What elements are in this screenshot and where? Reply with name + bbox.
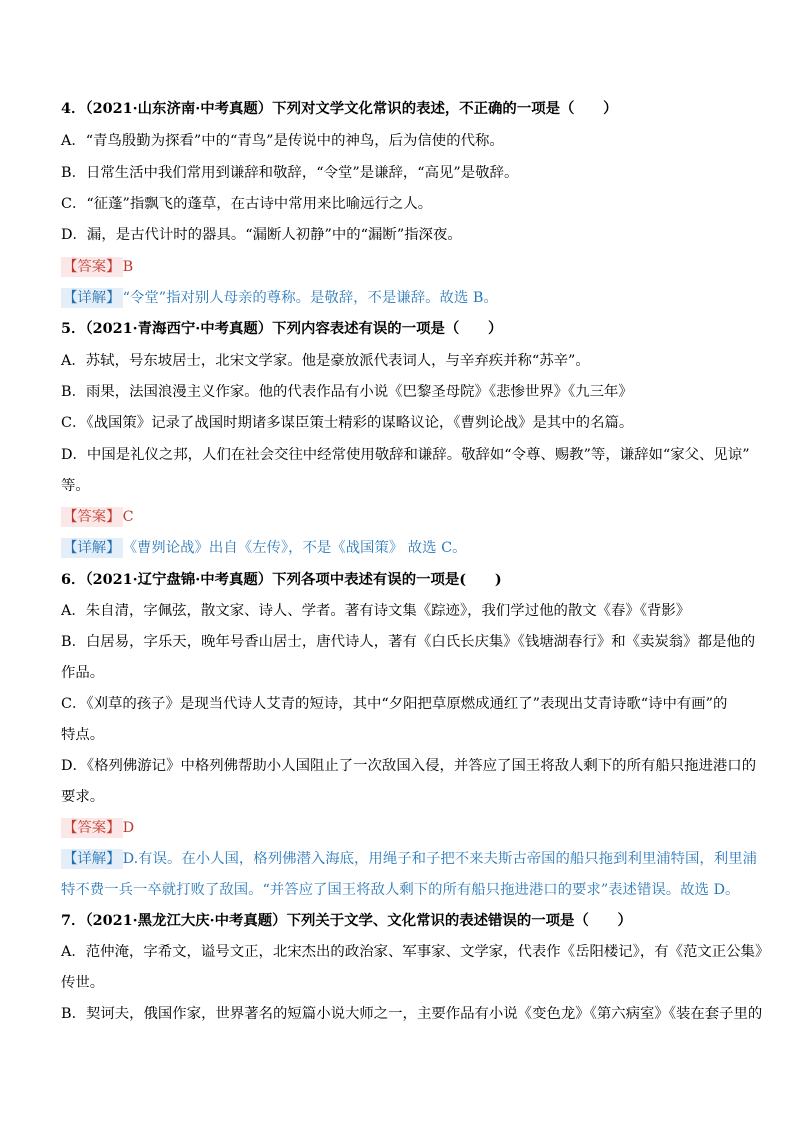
option-a-continued: 传世。 xyxy=(61,975,105,991)
option-b: B．白居易，字乐天，晚年号香山居士，唐代诗人，著有《白氏长庆集》《钱塘湖春行》和《卖炭翁》都是他的 xyxy=(61,634,756,650)
answer-label: 【答案】 xyxy=(63,509,121,525)
option-c: C．《刈草的孩子》是现当代诗人艾青的短诗，其中“夕阳把草原燃成通红了”表现出艾青诗歌“诗中有画”的 xyxy=(61,696,728,712)
option-c-continued: 特点。 xyxy=(61,727,105,743)
option-a: A．范仲淹，字希文，谥号文正，北宋杰出的政治家、军事家、文学家，代表作《岳阳楼记》，有《范文正公集》 xyxy=(61,944,770,960)
option-d: D．漏，是古代计时的器具。“漏断人初静”中的“漏断”指深夜。 xyxy=(61,227,462,243)
option-d-continued: 等。 xyxy=(61,478,90,494)
answer-line xyxy=(61,818,754,838)
option-b: B．契诃夫，俄国作家，世界著名的短篇小说大师之一，主要作品有小说《变色龙》《第六病室》《装在套子里的 xyxy=(61,1006,763,1022)
detail-line-continued xyxy=(61,880,754,900)
option-b-continued: 作品。 xyxy=(61,665,105,681)
question-stem: 4．（2021·山东济南·中考真题）下列对文学文化常识的表述，不正确的一项是（ ） xyxy=(61,100,618,117)
answer-value: D xyxy=(122,820,135,836)
option-d: D．《格列佛游记》中格列佛帮助小人国阻止了一次敌国入侵，并答应了国王将敌人剩下的所有船只拖进港口的 xyxy=(61,758,757,774)
option-a: A．苏轼，号东坡居士，北宋文学家。他是豪放派代表词人，与辛弃疾并称“苏辛”。 xyxy=(61,353,590,369)
detail-label: 【详解】 xyxy=(63,540,121,556)
option-d-continued: 要求。 xyxy=(61,789,105,805)
option-b: B．日常生活中我们常用到谦辞和敬辞，“令堂”是谦辞，“高见”是敬辞。 xyxy=(61,165,519,181)
answer-line xyxy=(61,507,754,527)
option-a: A．“青鸟殷勤为探看”中的“青鸟”是传说中的神鸟，后为信使的代称。 xyxy=(61,133,504,149)
answer-value: C xyxy=(122,509,134,525)
option-a: A．朱自清，字佩弦，散文家、诗人、学者。著有诗文集《踪迹》，我们学过他的散文《春》《背影》 xyxy=(61,603,691,619)
option-c: C．《战国策》记录了战国时期诸多谋臣策士精彩的谋略议论，《曹刿论战》是其中的名篇。 xyxy=(61,415,634,431)
question-stem: 7．（2021·黑龙江大庆·中考真题）下列关于文学、文化常识的表述错误的一项是（ ） xyxy=(61,912,632,929)
question-stem: 5．（2021·青海西宁·中考真题）下列内容表述有误的一项是（ ） xyxy=(61,320,503,337)
detail-text: D.有误。在小人国，格列佛潜入海底，用绳子和子把不来夫斯古帝国的船只拖到利里浦特国，利里浦 xyxy=(122,851,757,867)
option-c: C．“征蓬”指飘飞的蓬草，在古诗中常用来比喻远行之人。 xyxy=(61,196,433,212)
detail-line xyxy=(61,849,757,869)
detail-line xyxy=(61,538,754,558)
detail-text: 特不费一兵一卒就打败了敌国。“并答应了国王将敌人剩下的所有船只拖进港口的要求”表述错误。故选 D。 xyxy=(61,882,740,898)
option-d: D．中国是礼仪之邦，人们在社会交往中经常使用敬辞和谦辞。敬辞如“令尊、赐教”等，谦辞如“家父、见谅” xyxy=(61,447,750,463)
answer-line xyxy=(61,257,754,277)
detail-text: 《曹刿论战》出自《左传》，不是《战国策》 故选 C。 xyxy=(122,540,467,556)
detail-text: “令堂”指对别人母亲的尊称。是敬辞，不是谦辞。故选 B。 xyxy=(122,290,498,306)
answer-value: B xyxy=(122,259,134,275)
detail-line xyxy=(61,288,754,308)
detail-label: 【详解】 xyxy=(63,290,121,306)
detail-label: 【详解】 xyxy=(63,851,121,867)
option-b: B．雨果，法国浪漫主义作家。他的代表作品有小说《巴黎圣母院》《悲惨世界》《九三年》 xyxy=(61,384,633,400)
answer-label: 【答案】 xyxy=(63,820,121,836)
question-stem: 6．（2021·辽宁盘锦·中考真题）下列各项中表述有误的一项是( ) xyxy=(61,571,502,588)
answer-label: 【答案】 xyxy=(63,259,121,275)
